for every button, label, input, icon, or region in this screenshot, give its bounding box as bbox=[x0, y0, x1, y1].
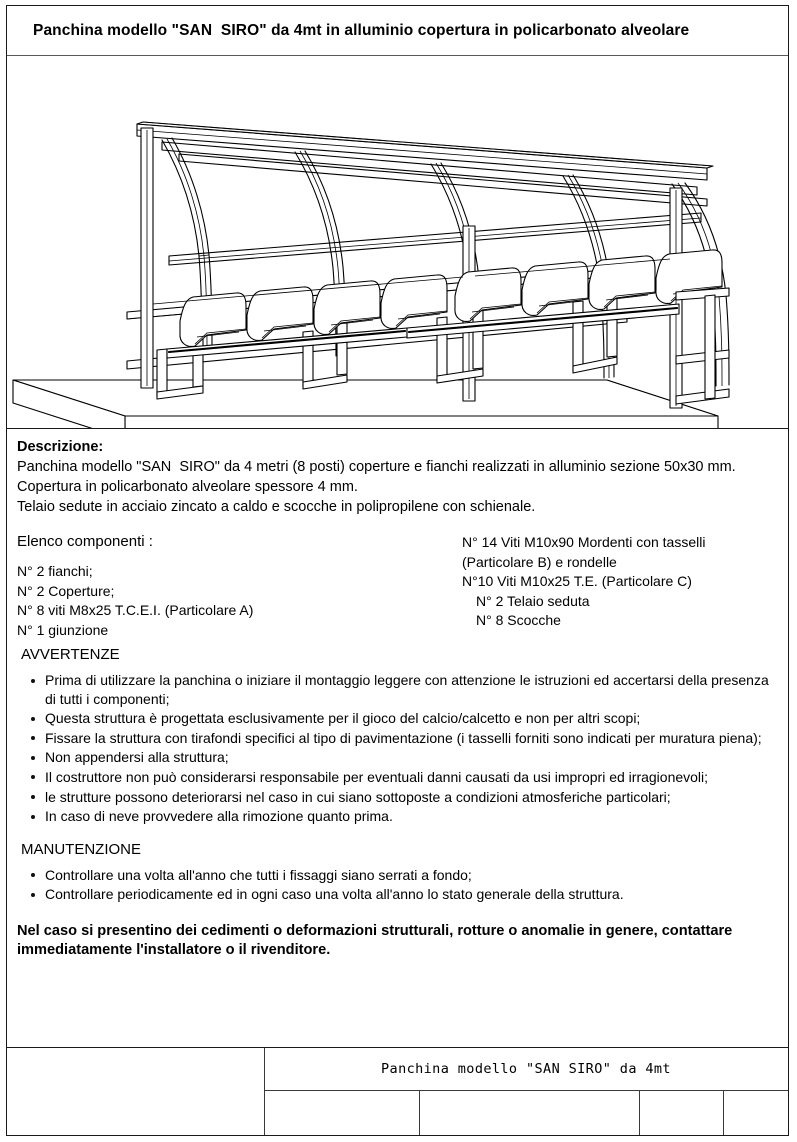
component-item: N° 8 Scocche bbox=[476, 612, 561, 628]
warnings-section bbox=[7, 643, 788, 826]
component-item: N° 14 Viti M10x90 Mordenti con tasselli bbox=[462, 534, 706, 550]
list-item: Non appendersi alla struttura; bbox=[17, 748, 776, 767]
component-item: N° 1 giunzione bbox=[17, 621, 109, 638]
roof-purlin-mid bbox=[169, 213, 701, 265]
list-item: Controllare una volta all'anno che tutti i fissaggi siano serrati a fondo; bbox=[17, 866, 776, 885]
description-section bbox=[7, 429, 788, 960]
list-item: In caso di neve provvedere alla rimozione quanto prima. bbox=[17, 807, 776, 826]
component-item: N° 2 fianchi; bbox=[17, 563, 93, 579]
seat-shell bbox=[589, 256, 655, 310]
components-right-column bbox=[462, 533, 782, 631]
footer-divider bbox=[264, 1090, 788, 1091]
component-item: N° 2 Coperture; bbox=[17, 582, 115, 599]
document-page bbox=[6, 5, 789, 1136]
list-item: Questa struttura è progettata esclusivamente per il gioco del calcio/calcetto e non per altri scopi; bbox=[17, 709, 776, 728]
title-block-footer bbox=[7, 1047, 788, 1135]
page-title: Panchina modello "SAN SIRO" da 4mt in alluminio copertura in policarbonato alveolare bbox=[33, 21, 690, 39]
bench-shelter-isometric-drawing bbox=[7, 56, 788, 429]
footer-divider bbox=[639, 1090, 640, 1135]
drawing-panel bbox=[7, 56, 788, 429]
list-item: Fissare la struttura con tirafondi specifici al tipo di pavimentazione (i tasselli forniti sono indicati per muratura piena); bbox=[17, 729, 776, 748]
description-line: Telaio sedute in acciaio zincato a caldo e scocche in polipropilene con schienale. bbox=[17, 499, 536, 515]
closing-note: Nel caso si presentino dei cedimenti o deformazioni strutturali, rotture o anomalie in genere, contattare immediatamente l'installatore o il rivenditore. bbox=[17, 922, 737, 958]
component-item: N° 8 viti M8x25 T.C.E.I. (Particolare A) bbox=[17, 602, 254, 618]
list-item: Il costruttore non può considerarsi responsabile per eventuali danni causati da usi impropri ed irragionevoli; bbox=[17, 768, 776, 787]
description-line: Panchina modello "SAN SIRO" da 4 metri (8 posti) coperture e fianchi realizzati in alluminio sezione 50x30 mm. bbox=[17, 459, 736, 475]
list-item: le strutture possono deteriorarsi nel caso in cui siano sottoposte a condizioni atmosferiche particolari; bbox=[17, 788, 776, 807]
component-item: N°10 Viti M10x25 T.E. (Particolare C) bbox=[462, 573, 692, 589]
footer-divider bbox=[419, 1090, 420, 1135]
component-item: (Particolare B) e rondelle bbox=[462, 553, 617, 570]
warnings-list bbox=[17, 671, 776, 826]
list-item: Controllare periodicamente ed in ogni caso una volta all'anno lo stato generale della struttura. bbox=[17, 885, 776, 904]
components-heading: Elenco componenti : bbox=[17, 533, 153, 550]
footer-model-title: Panchina modello "SAN SIRO" da 4mt bbox=[381, 1061, 671, 1077]
list-item: Prima di utilizzare la panchina o iniziare il montaggio leggere con attenzione le istruzioni ed accertarsi della presenza di tutti i componenti; bbox=[17, 671, 776, 708]
right-side-frame bbox=[676, 288, 729, 404]
components-section bbox=[7, 531, 788, 643]
left-end-post bbox=[141, 128, 153, 388]
maintenance-heading: MANUTENZIONE bbox=[21, 840, 141, 858]
warnings-heading: AVVERTENZE bbox=[21, 646, 120, 663]
components-left-column bbox=[17, 531, 457, 640]
component-item: N° 2 Telaio seduta bbox=[476, 592, 590, 609]
document-title-bar bbox=[7, 6, 788, 56]
seat-shell bbox=[455, 268, 521, 322]
description-heading: Descrizione: bbox=[17, 439, 104, 455]
maintenance-section bbox=[7, 838, 788, 904]
base-platform bbox=[13, 380, 718, 429]
footer-divider bbox=[723, 1090, 724, 1135]
maintenance-list bbox=[17, 866, 776, 904]
description-line: Copertura in policarbonato alveolare spessore 4 mm. bbox=[17, 479, 358, 495]
